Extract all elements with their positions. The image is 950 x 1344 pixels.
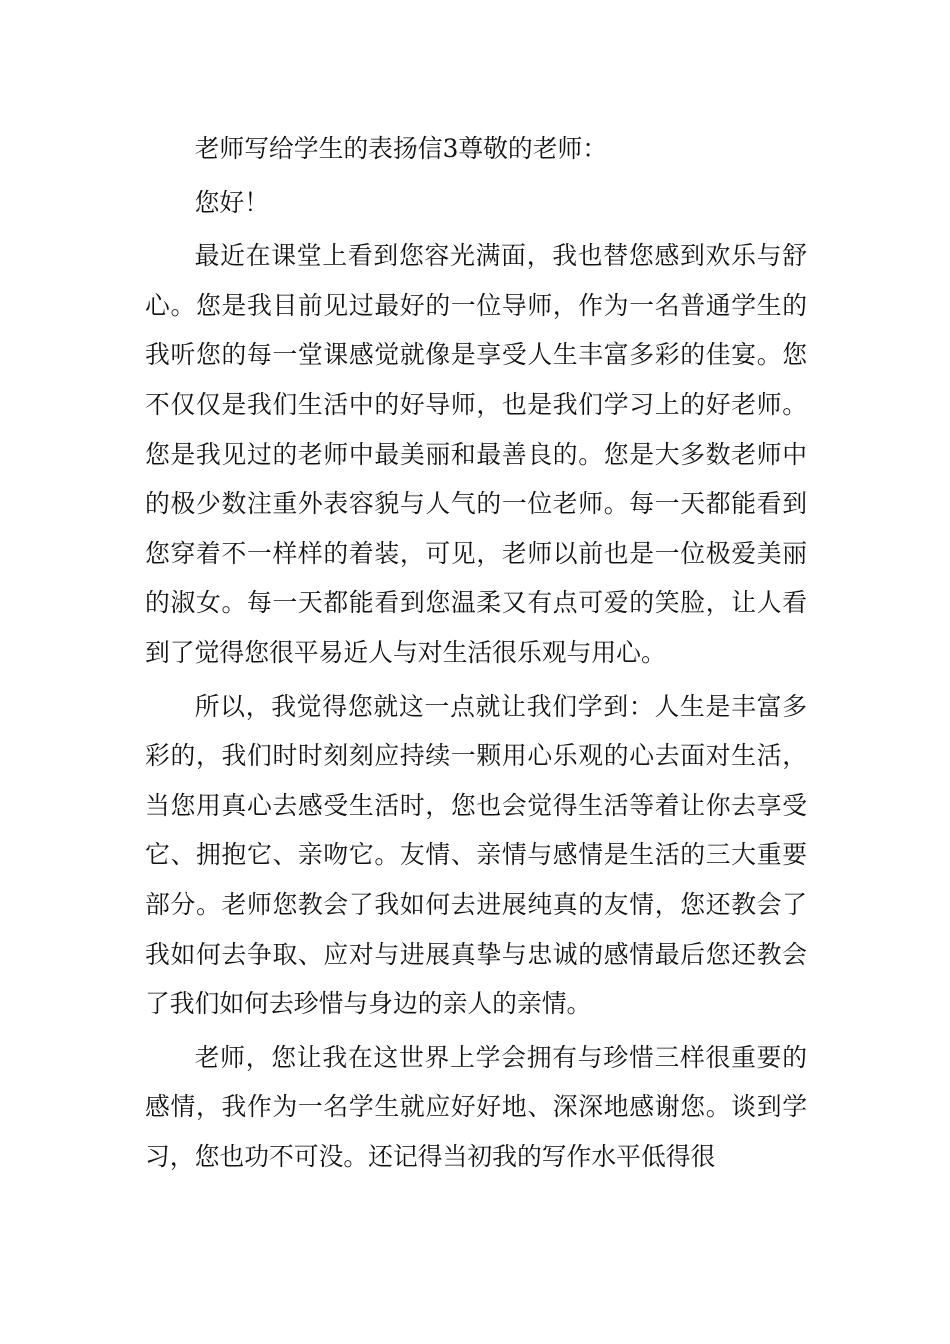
letter-paragraph-1: 最近在课堂上看到您容光满面，我也替您感到欢乐与舒心。您是我目前见过最好的一位导师，作为一名普通学生的我听您的每一堂课感觉就像是享受人生丰富多彩的佳宴。您不仅仅是我们生活中的好导师，也是我们学习上的好老师。您是我见过的老师中最美丽和最善良的。您是大多数老师中的极少数注重外表容貌与人气的一位老师。每一天都能看到您穿着不一样样的着装，可见，老师以前也是一位极爱美丽的淑女。每一天都能看到您温柔又有点可爱的笑脸，让人看到了觉得您很平易近人与对生活很乐观与用心。: [145, 241, 807, 667]
letter-greeting: 您好！: [194, 187, 269, 217]
letter-paragraph-2: 所以，我觉得您就这一点就让我们学到：人生是丰富多彩的，我们时时刻刻应持续一颗用心乐观的心去面对生活，当您用真心去感受生活时，您也会觉得生活等着让你去享受它、拥抱它、亲吻它。友情、亲情与感情是生活的三大重要部分。老师您教会了我如何去进展纯真的友情，您还教会了我如何去争取、应对与进展真挚与忠诚的感情最后您还教会了我们如何去珍惜与身边的亲人的亲情。: [145, 691, 807, 1019]
letter-body: [145, 124, 807, 1181]
letter-paragraph-3: 老师，您让我在这世界上学会拥有与珍惜三样很重要的感情，我作为一名学生就应好好地、深深地感谢您。谈到学习，您也功不可没。还记得当初我的写作水平低得很: [145, 1042, 807, 1171]
letter-title-line: 老师写给学生的表扬信3尊敬的老师：: [194, 134, 608, 163]
